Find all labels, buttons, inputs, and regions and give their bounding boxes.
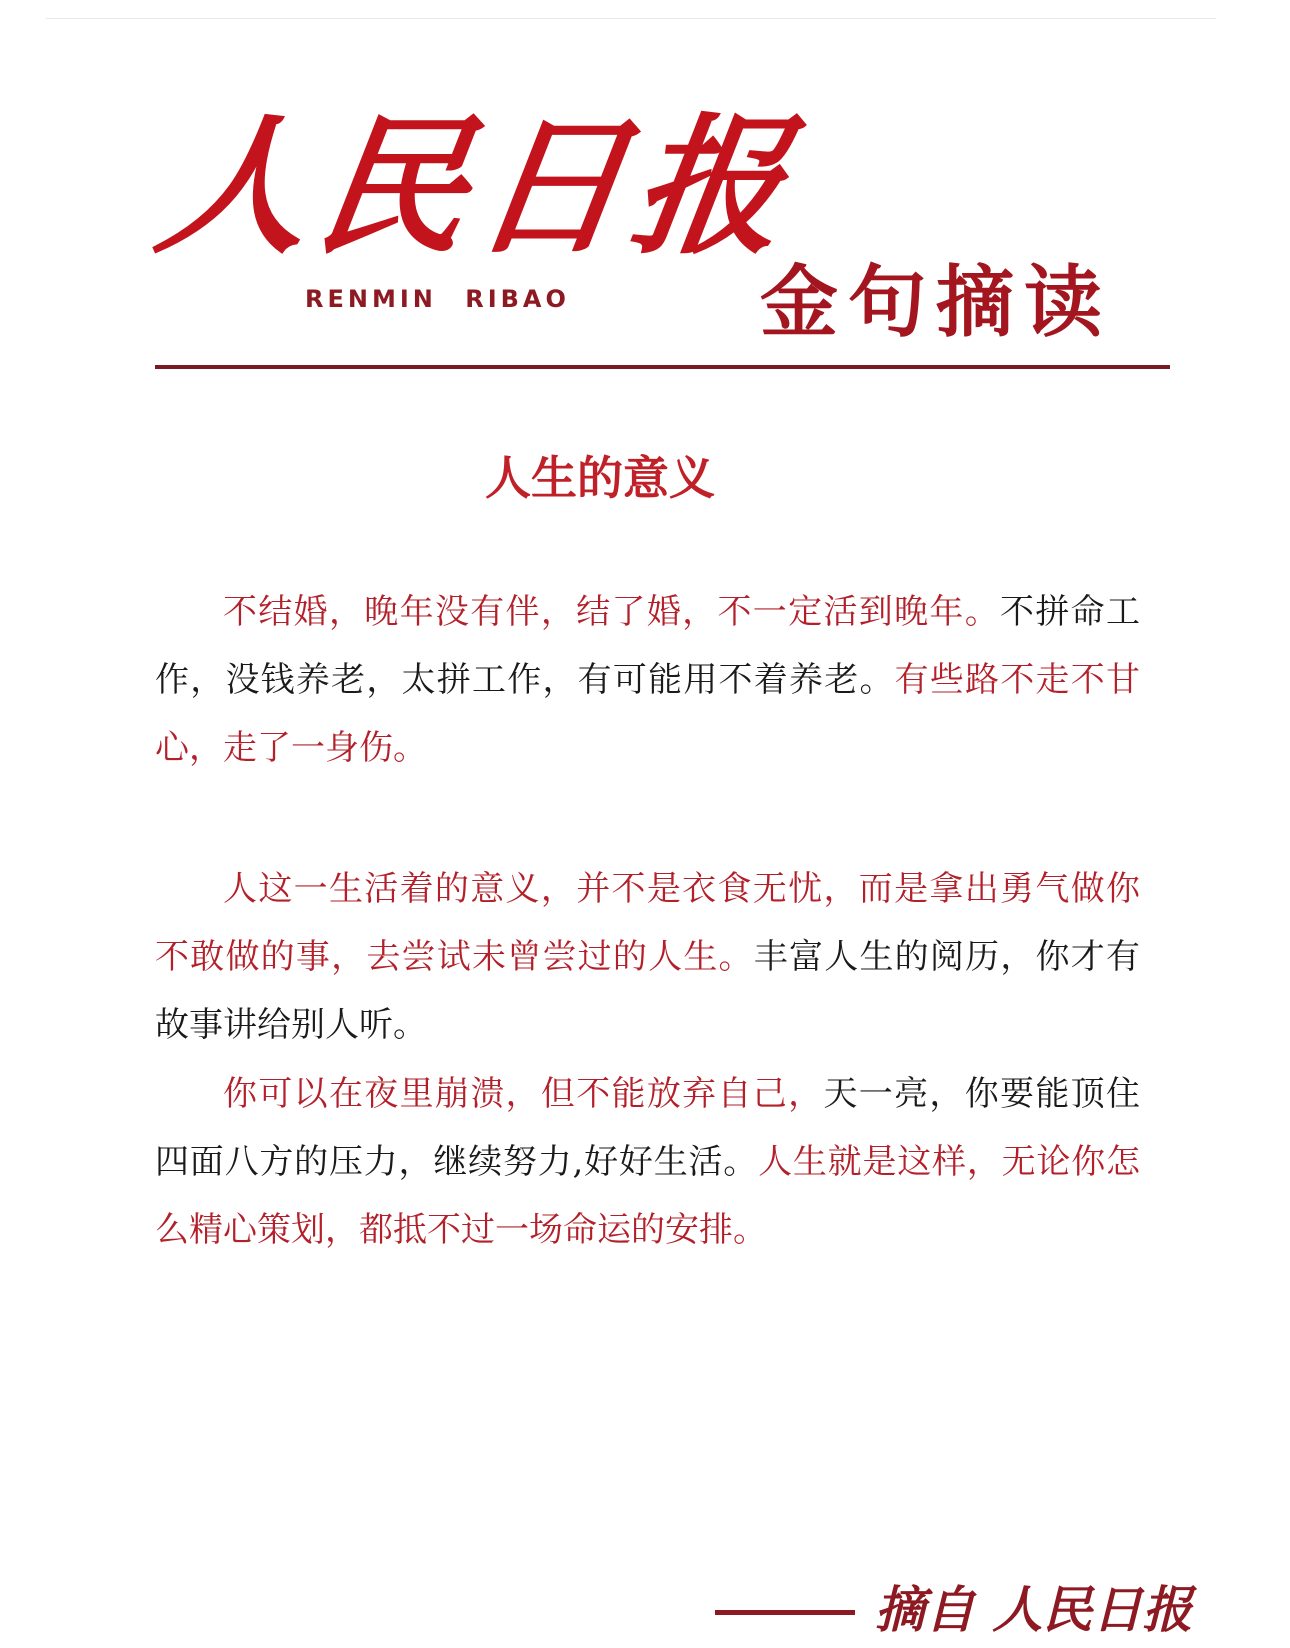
newspaper-logo: 人民日报 (147, 99, 805, 275)
paragraph (155, 578, 1140, 782)
highlighted-sentence: 你可以在夜里崩溃，但不能放弃自己， (223, 1074, 824, 1114)
watermark (470, 1610, 830, 1644)
highlighted-sentence: 人这一生活着的意义，并不是衣食无忧，而是拿出勇气做你不敢做的事，去尝试未曾尝过的人生。 (155, 869, 1140, 977)
body-sentence: 天一亮，你要能顶住四面八方的压力，继续努力,好好生活。 (155, 1074, 1141, 1182)
highlighted-sentence: 人生就是这样，无论你怎么精心策划，都抵不过一场命运的安排。 (155, 1142, 1141, 1250)
body-sentence: 丰富人生的阅历，你才有故事讲给别人听。 (155, 937, 1141, 1045)
masthead-divider (155, 365, 1170, 369)
highlighted-sentence: 不结婚，晚年没有伴，结了婚，不一定活到晚年。 (223, 592, 1001, 632)
newspaper-pinyin: RENMIN RIBAO (305, 285, 570, 313)
article-title: 人生的意义 (485, 451, 715, 505)
highlighted-sentence: 有些路不走不甘心，走了一身伤。 (155, 660, 1141, 768)
footer-divider (715, 1610, 855, 1615)
body-sentence: 不拼命工作，没钱养老，太拼工作，有可能用不着养老。 (155, 592, 1141, 700)
top-divider (46, 18, 1216, 19)
column-name: 金句摘读 (760, 257, 1113, 348)
paragraph (155, 1060, 1140, 1264)
source-attribution: 摘自 人民日报 (875, 1580, 1193, 1639)
paragraph (155, 855, 1140, 1059)
